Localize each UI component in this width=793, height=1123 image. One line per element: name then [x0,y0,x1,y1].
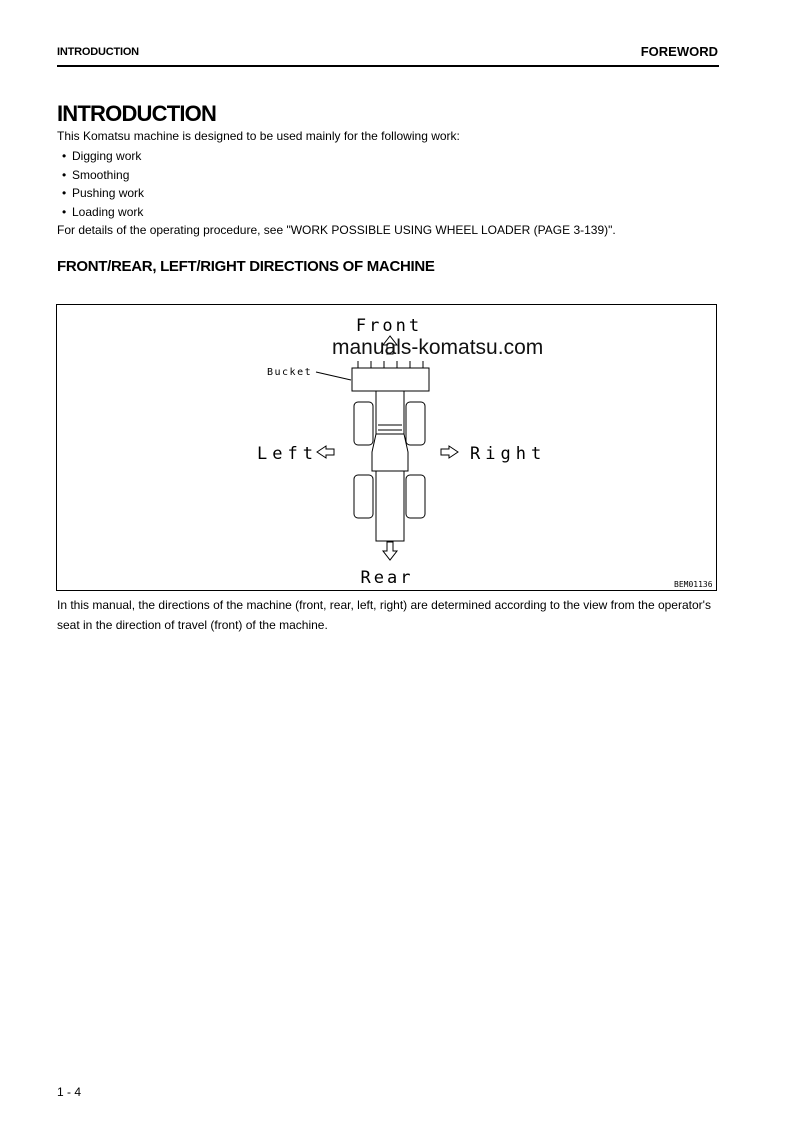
rear-frame-shape [376,471,404,541]
bullet-icon: • [62,186,67,201]
figure-code: BEM01136 [674,580,713,589]
work-list [62,148,144,223]
rear-left-wheel-shape [354,475,373,518]
section-heading: FRONT/REAR, LEFT/RIGHT DIRECTIONS OF MACHINE [57,258,435,275]
bullet-icon: • [62,167,67,182]
list-item [62,167,144,186]
list-item [62,148,144,167]
arrow-right-icon [441,446,458,458]
header-chapter-label: FOREWORD [640,44,718,59]
front-frame-shape [376,391,404,434]
arrow-left-icon [317,446,334,458]
details-reference-text: For details of the operating procedure, see "WORK POSSIBLE USING WHEEL LOADER (PAGE 3-139)". [57,223,616,237]
work-item-label: Smoothing [72,167,130,182]
intro-lead-text: This Komatsu machine is designed to be used mainly for the following work: [57,129,460,143]
header-section-label: INTRODUCTION [57,46,139,58]
label-rear: Rear [360,568,414,588]
label-left: Left [257,444,318,464]
direction-caption: In this manual, the directions of the machine (front, rear, left, right) are determined according to the view from the operator's seat in the direction of travel (front) of the machine. [57,598,711,632]
bucket-shape [352,368,429,391]
watermark-text: manuals-komatsu.com [332,336,544,359]
front-left-wheel-shape [354,402,373,445]
work-item-label: Loading work [72,205,144,220]
bullet-icon: • [62,149,67,163]
list-item [62,204,144,223]
label-right: Right [470,444,547,464]
list-item [62,185,144,204]
rear-right-wheel-shape [406,475,425,518]
label-bucket: Bucket [267,367,313,378]
bucket-teeth-icon [358,361,423,368]
page-title: INTRODUCTION [57,101,217,126]
header-rule [57,65,719,67]
label-front: Front [355,316,423,336]
work-item-label: Pushing work [72,186,145,201]
bullet-icon: • [62,205,67,220]
work-item-label: Digging work [72,149,142,163]
front-right-wheel-shape [406,402,425,445]
articulation-joint-shape [372,434,408,471]
arrow-down-icon [383,542,397,560]
page-number: 1 - 4 [57,1085,82,1099]
